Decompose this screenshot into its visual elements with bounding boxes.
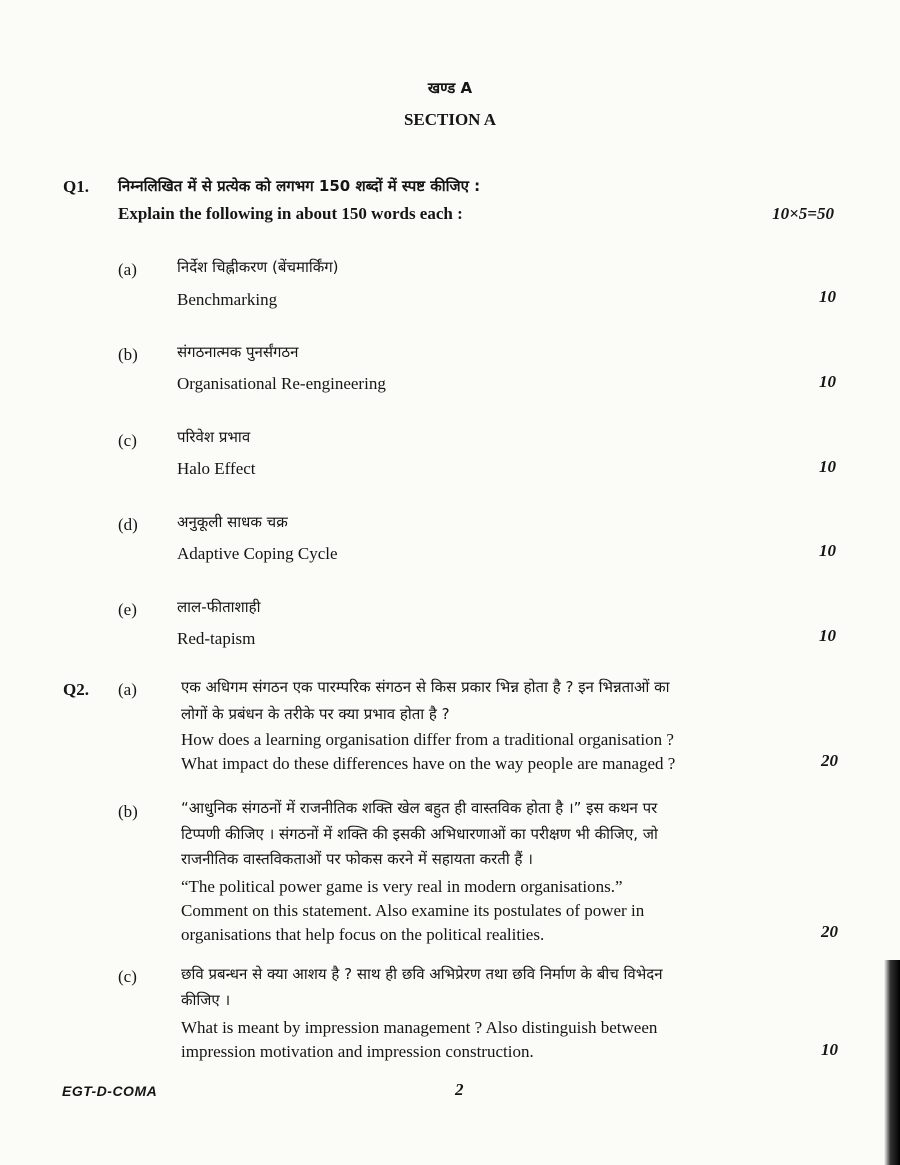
q2-part-a-english-line-1: How does a learning organisation differ from a traditional organisation ? <box>181 730 674 749</box>
q1-part-e-label: (e) <box>118 600 137 619</box>
q2-part-c-label: (c) <box>118 967 137 986</box>
q1-part-a-label: (a) <box>118 260 137 279</box>
q1-part-a-english: Benchmarking <box>177 290 278 309</box>
q2-part-a-english-line-2: What impact do these differences have on the way people are managed ? <box>181 754 676 773</box>
section-title-english: SECTION A <box>403 110 497 129</box>
q1-part-e-english: Red-tapism <box>177 629 256 648</box>
q2-part-a-hindi-line-2: लोगों के प्रबंधन के तरीके पर क्या प्रभाव होता है ? <box>181 705 450 723</box>
q1-total-marks: 10×5=50 <box>772 204 834 223</box>
q2-part-a-label: (a) <box>118 680 137 699</box>
q1-instruction-hindi: निम्नलिखित में से प्रत्येक को लगभग 150 शब्दों में स्पष्ट कीजिए : <box>118 177 481 195</box>
q1-part-e-hindi: लाल-फीताशाही <box>177 598 261 616</box>
q2-part-b-english-line-1: “The political power game is very real in modern organisations.” <box>181 877 623 896</box>
q1-part-d-label: (d) <box>118 515 138 534</box>
q1-part-e-marks: 10 <box>819 626 836 645</box>
q2-part-b-english-line-2: Comment on this statement. Also examine its postulates of power in <box>181 901 645 920</box>
q2-part-b-english-line-3: organisations that help focus on the political realities. <box>181 925 545 944</box>
q1-part-c-hindi: परिवेश प्रभाव <box>177 428 251 446</box>
q1-number: Q1. <box>63 177 89 196</box>
q2-part-b-hindi-line-2: टिप्पणी कीजिए । संगठनों में शक्ति की इसकी अभिधारणाओं का परीक्षण भी कीजिए, जो <box>181 825 658 843</box>
q1-part-d-english: Adaptive Coping Cycle <box>177 544 338 563</box>
q1-part-d-marks: 10 <box>819 541 836 560</box>
q1-part-b-label: (b) <box>118 345 138 364</box>
q1-part-c-label: (c) <box>118 431 137 450</box>
q1-part-c-marks: 10 <box>819 457 836 476</box>
q1-part-b-marks: 10 <box>819 372 836 391</box>
q2-part-b-label: (b) <box>118 802 138 821</box>
q1-part-c-english: Halo Effect <box>177 459 256 478</box>
q1-part-d-hindi: अनुकूली साधक चक्र <box>177 513 288 531</box>
q1-instruction-english: Explain the following in about 150 words each : <box>118 204 463 223</box>
q2-part-b-marks: 20 <box>821 922 838 941</box>
q2-part-c-english-line-1: What is meant by impression management ? Also distinguish between <box>181 1018 658 1037</box>
scan-edge-shadow <box>884 960 900 1165</box>
q2-number: Q2. <box>63 680 89 699</box>
q2-part-c-english-line-2: impression motivation and impression construction. <box>181 1042 534 1061</box>
q1-part-a-marks: 10 <box>819 287 836 306</box>
q2-part-c-marks: 10 <box>821 1040 838 1059</box>
page-number: 2 <box>455 1080 464 1099</box>
q2-part-b-hindi-line-1: “आधुनिक संगठनों में राजनीतिक शक्ति खेल बहुत ही वास्तविक होता है ।” इस कथन पर <box>181 799 658 817</box>
section-title-hindi: खण्ड A <box>427 79 473 97</box>
q2-part-c-hindi-line-2: कीजिए । <box>181 991 231 1009</box>
q1-part-b-english: Organisational Re-engineering <box>177 374 386 393</box>
q2-part-a-hindi-line-1: एक अधिगम संगठन एक पारम्परिक संगठन से किस प्रकार भिन्न होता है ? इन भिन्नताओं का <box>181 678 670 696</box>
q2-part-c-hindi-line-1: छवि प्रबन्धन से क्या आशय है ? साथ ही छवि अभिप्रेरण तथा छवि निर्माण के बीच विभेदन <box>181 965 663 983</box>
q2-part-a-marks: 20 <box>821 751 838 770</box>
paper-code: EGT-D-COMA <box>62 1083 158 1099</box>
q2-part-b-hindi-line-3: राजनीतिक वास्तविकताओं पर फोकस करने में सहायता करती हैं । <box>181 850 533 868</box>
q1-part-b-hindi: संगठनात्मक पुनर्संगठन <box>177 343 299 361</box>
q1-part-a-hindi: निर्देश चिह्नीकरण (बेंचमार्किंग) <box>177 258 339 276</box>
